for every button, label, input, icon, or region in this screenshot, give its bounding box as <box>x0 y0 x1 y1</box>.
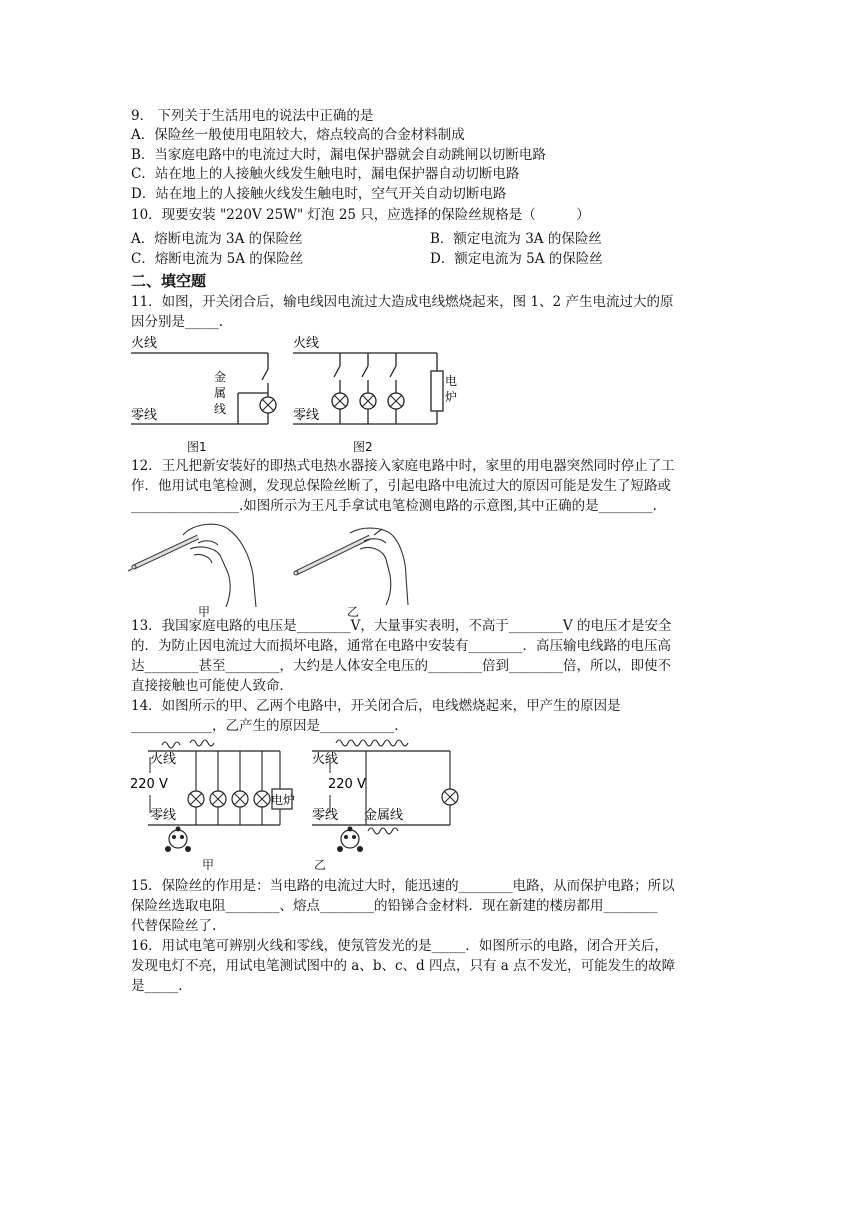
svg-text:线: 线 <box>214 402 227 416</box>
fig1-caption: 图1 <box>187 440 207 454</box>
svg-text:零线: 零线 <box>312 808 339 823</box>
q13-line-2: 的．为防止因电流过大而损坏电路，通常在电路中安装有________．高压输电线路的电压高 <box>131 638 671 654</box>
q9-option-b: B．当家庭电路中的电流过大时，漏电保护器就会自动跳闸以切断电路 <box>131 147 546 163</box>
fig2-caption: 图2 <box>353 440 373 454</box>
svg-text:电: 电 <box>445 374 458 388</box>
fig2-branch-2 <box>360 353 376 424</box>
section-heading: 二、填空题 <box>131 272 207 290</box>
q10-option-b: B．额定电流为 3A 的保险丝 <box>430 231 602 247</box>
fig-b-voltage: 220 V <box>328 777 366 792</box>
test-pen-figure-a <box>128 515 278 610</box>
q9-option-c: C．站在地上的人接触火线发生触电时，漏电保护器自动切断电路 <box>131 166 520 182</box>
q12-line-1: 12．王凡把新安装好的即热式电热水器接入家庭电路中时，家里的用电器突然同时停止了工 <box>131 458 675 474</box>
q14-fig-b-caption: 乙 <box>314 858 327 872</box>
fig-b-metal-label: 金属线 <box>364 808 404 823</box>
q14-line-2: ____________，乙产生的原因是___________. <box>131 718 399 734</box>
q10-option-c: C．熔断电流为 5A 的保险丝 <box>131 251 304 267</box>
q15-line-3: 代替保险丝了. <box>131 918 217 934</box>
fig2-stove-icon <box>431 371 443 411</box>
q11-figure-1 <box>128 333 288 438</box>
q14-fig-a-caption: 甲 <box>202 858 215 872</box>
q9-option-d: D．站在地上的人接触火线发生触电时，空气开关自动切断电路 <box>131 186 507 202</box>
svg-text:火线: 火线 <box>150 752 177 767</box>
fig-b-socket-icon <box>337 827 363 853</box>
fig2-neutral-label: 零线 <box>293 408 320 423</box>
fig2-branch-3 <box>388 353 404 424</box>
q15-line-1: 15．保险丝的作用是：当电路的电流过大时，能迅速的________电路，从而保护电路；所以 <box>131 878 675 894</box>
fig-a-socket-icon <box>165 827 191 853</box>
q16-line-2: 发现电灯不亮，用试电笔测试图中的 a、b、c、d 四点，只有 a 点不发光，可能发生的故障 <box>131 958 676 974</box>
q9-option-a: A．保险丝一般使用电阻较大，熔点较高的合金材料制成 <box>131 127 465 143</box>
q15-line-2: 保险丝选取电阻________、熔点________的铅锑合金材料．现在新建的楼房都用________ <box>131 898 658 914</box>
q10-option-d: D．额定电流为 5A 的保险丝 <box>430 251 603 267</box>
svg-text:金: 金 <box>214 370 227 384</box>
fig2-branch-1 <box>332 353 348 424</box>
q16-line-1: 16．用试电笔可辨别火线和零线，使氖管发光的是_____．如图所示的电路，闭合开关后， <box>131 938 668 954</box>
fig1-neutral-label: 零线 <box>131 408 158 423</box>
q13-line-3: 达________甚至________，大约是人体安全电压的________倍到________倍，所以，即使不 <box>131 658 671 674</box>
q14-figure-a <box>128 733 298 863</box>
svg-text:属: 属 <box>214 386 227 400</box>
q9-stem: 9． 下列关于生活用电的说法中正确的是 <box>131 108 374 124</box>
q13-line-1: 13．我国家庭电路的电压是________V，大量事实表明，不高于________V 的电压才是安全 <box>131 618 672 634</box>
svg-text:炉: 炉 <box>445 390 458 404</box>
q14-line-1: 14．如图所示的甲、乙两个电路中，开关闭合后，电线燃烧起来，甲产生的原因是 <box>131 698 621 714</box>
fig2-live-label: 火线 <box>293 336 320 351</box>
test-pen-figure-b <box>290 515 420 610</box>
svg-text:火线: 火线 <box>312 752 339 767</box>
svg-text:电炉: 电炉 <box>271 793 296 807</box>
fig-a-caption: 甲 <box>198 605 211 619</box>
q11-line-1: 11．如图，开关闭合后，输电线因电流过大造成电线燃烧起来，图 1、2 产生电流过大的原 <box>131 294 674 310</box>
q10-option-a: A．熔断电流为 3A 的保险丝 <box>131 231 303 247</box>
q16-line-3: 是_____. <box>131 978 183 994</box>
fig1-live-label: 火线 <box>131 336 158 351</box>
q11-line-2: 因分别是_____. <box>131 314 224 330</box>
q12-line-3: ________________.如图所示为王凡手拿试电笔检测电路的示意图,其中正确的是________. <box>131 498 657 514</box>
q12-line-2: 作．他用试电笔检测，发现总保险丝断了，引起电路中电流过大的原因可能是发生了短路或 <box>131 478 671 494</box>
q10-stem: 10．现要安装 "220V 25W" 灯泡 25 只，应选择的保险丝规格是（ ） <box>131 207 590 223</box>
fig1-switch <box>262 369 268 380</box>
fig-b-caption: 乙 <box>347 605 360 619</box>
q13-line-4: 直接接触也可能使人致命． <box>131 678 293 694</box>
fig-a-lamps <box>188 751 270 825</box>
svg-text:零线: 零线 <box>150 808 177 823</box>
fig-a-voltage: 220 V <box>130 777 168 792</box>
q11-figure-2 <box>290 333 458 438</box>
q14-figure-b <box>310 733 470 863</box>
